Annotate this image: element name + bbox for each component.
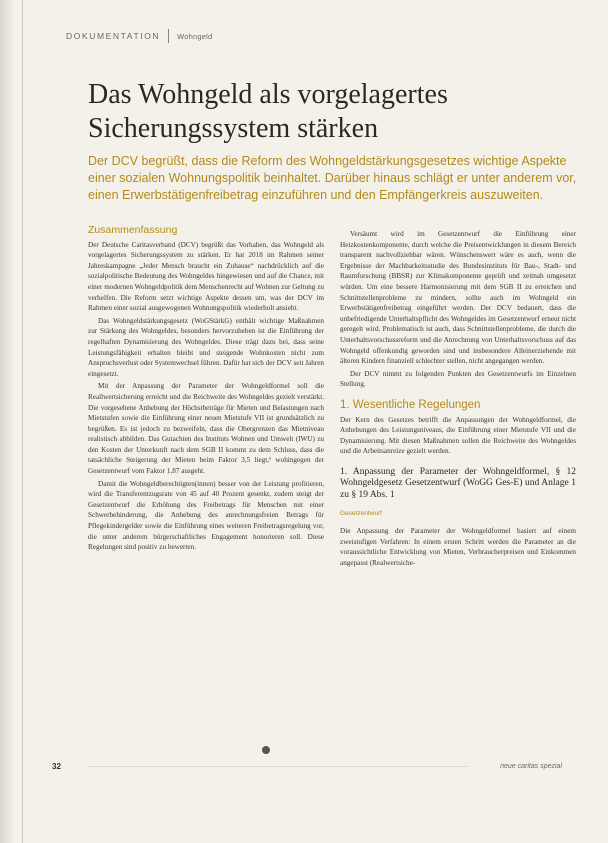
subsection-heading: 1. Anpassung der Parameter der Wohngeldformel, § 12 Wohngeldgesetz Gesetzentwurf (WoGG Ges-E) und Anlage 1 zu § 19 Abs. 1 — [340, 466, 576, 500]
right-paragraph-3: Der Kern des Gesetzes betrifft die Anpassungen der Wohngeldformel, die Anhebungen des Leistungsniveaus, die Einführung einer Mietstufe VII und die Dynamisierung. Mit diesen Maßnahmen sollen die Reichweite des Wohngeldes und die Arbeitsanreize gezielt werden. — [340, 415, 576, 456]
left-paragraph-4: Damit die Wohngeldberechtigten(innen) besser von der Leistung profitieren, wird die Transferentzugsrate von 45 auf 40 Prozent gesenkt, zudem steigt der Gesetzentwurf die Erhöhung des Freibetrags für Menschen mit einer Schwerbehinderung, die Anhebung des anrechnungsfreien Betrags für Pflegekindergelder sowie die Einführung eines weiteren Freibetragsregelung vor, die unter anderem bürgerschaftliches Engagement honorieren soll. Diese Regelungen sind positiv zu bewerten. — [88, 479, 324, 552]
running-header — [66, 29, 212, 43]
header-divider — [168, 29, 169, 43]
left-paragraph-3: Mit der Anpassung der Parameter der Wohngeldformel soll die Reallwertsicherung erreicht und die Reichweite des Wohngeldes gezielt verstärkt. Die vorgesehene Anhebung der Höchstbeträge für Mieten und Belastungen nach Mietstufen sowie die Einführung einer neuen Mietstufe VII ist grundsätzlich zu begrüßen. Es ist jedoch zu bezweifeln, dass die Obergrenzen das Mietniveau realistisch abbilden. Das Gutachten des Instituts Wohnen und Umwelt (IWU) zu den Kosten der Unterkunft nach dem SGB II kommt zu dem Schluss, dass die tatsächliche Steigerung der Mieten beim Faktor 3,5 liegt,¹ wohingegen der Gesetzentwurf vom Faktor 1,87 ausgeht. — [88, 382, 324, 476]
section-heading: 1. Wesentliche Regelungen — [340, 398, 481, 411]
left-paragraph-1: Der Deutsche Caritasverband (DCV) begrüßt das Vorhaben, das Wohngeld als vorgelagertes Sicherungssystem zu stärken. Er hat 2018 im Rahmen seiner Jahreskampagne „Jeder Mensch braucht ein Zuhause“ nachdrücklich auf die sozialpolitische Bedeutung des Wohngeldes hingewiesen und auf die Chance, mit einer modernen Wohngeldpolitik dem Menschenrecht auf Wohnen zur Geltung zu verhelfen. Die Reform setzt wichtige Aspekte dessen um, was der DCV im Rahmen einer sozial ausgewogenen Wohnungspolitik wiederholt ansieht. — [88, 240, 324, 313]
page-edge-shadow — [0, 0, 14, 843]
article-title: Das Wohngeld als vorgelagertes Sicherungssystem stärken — [88, 79, 448, 144]
minor-heading: Gesetzentwurf — [340, 510, 382, 518]
publication-name: neue caritas spezial — [500, 763, 562, 770]
right-paragraph-2: Der DCV nimmt zu folgenden Punkten des Gesetzentwurfs im Einzelnen Stellung. — [340, 369, 576, 389]
right-column — [340, 229, 576, 570]
article-lead: Der DCV begrüßt, dass die Reform des Wohngeldstärkungsgesetzes wichtige Aspekte einer sozialen Wohnungspolitik beinhaltet. Darüber hinaus schlägt er unter anderem vor, einen Erwerbstätigenfreibetrag einzuführen und den Empfängerkreis auszuweiten. — [88, 154, 577, 202]
summary-heading: Zusammenfassung — [88, 224, 178, 236]
header-subsection: Wohngeld — [177, 31, 213, 41]
right-paragraph-4: Die Anpassung der Parameter der Wohngeldformel basiert auf einem zweistufigen Verfahren: In einem ersten Schritt werden die Parameter an die voraussichtliche Entwicklung von Mieten, Verbraucherpreisen und Einkommen angepasst (Realwertsiche- — [340, 526, 576, 567]
header-section: DOKUMENTATION — [66, 31, 161, 41]
page-number: 32 — [52, 762, 61, 771]
footer-rule — [88, 766, 468, 767]
binding-rule — [22, 0, 23, 843]
right-paragraph-1: Versäumt wird im Gesetzentwurf die Einführung einer Heizkostenkomponente, durch welche die Preisentwicklungen in diesem Bereich transparent nachvollziehbar wären. Wünschenswert wäre es auch, wenn die Ergebnisse der Machbarkeitsstudie des Bundesinstituts für Bau-, Stadt- und Raumforschung (BBSR) zur Klimakomponente geprüft und zeitnah umgesetzt würden. Um eine bessere Harmonisierung mit dem SGB II zu erreichen und Schnittstellenprobleme zu mindern, sollte auch im Wohngeld ein Erwerbstätigenfreibetrag eingeführt werden. Der DCV bedauert, dass die unbefriedigende Unterhaltspflicht des Wohngeldes im Gesetzentwurf erneut nicht geregelt wird. Problematisch ist auch, dass Schnittstellenprobleme, die durch die Unterhaltsvorschussreform und die Anrechnung von Unterhaltsvorschuss auf das Wohngeld offenkundig geworden sind und insbesondere Alleinerziehende mit älteren Kindern finanziell schlechter stellen, nicht angegangen werden. — [340, 230, 576, 366]
left-column — [88, 225, 324, 555]
left-paragraph-2: Das Wohngeldstärkungsgesetz (WoGStärkG) enthält wichtige Maßnahmen zur Stärkung des Wohngeldes, besonders hervorzuheben ist die Einführung der regelhaften Dynamisierung des Wohngeldes. Diese trägt dazu bei, dass seine Leistungsfähigkeit erhalten bleibt und steigende Wohnkosten nicht zum Anspruchsverlust oder Systemwechsel führen. Dafür hat sich der DCV seit Jahren eingesetzt. — [88, 316, 324, 378]
page-marker-dot — [262, 746, 270, 754]
